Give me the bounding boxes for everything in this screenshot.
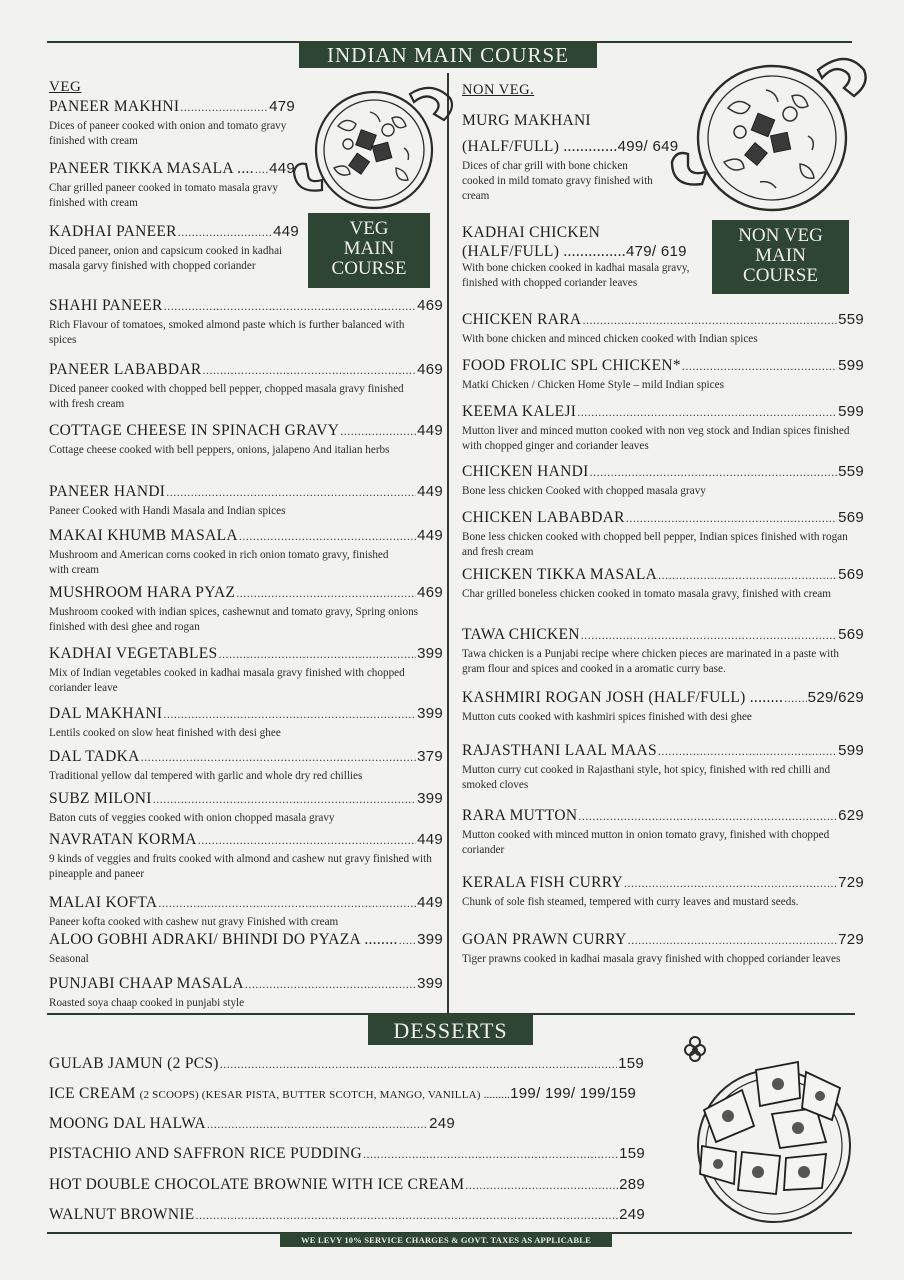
dot-leader — [784, 691, 807, 706]
item-name: GOAN PRAWN CURRY — [462, 931, 627, 948]
item-description: Seasonal — [49, 953, 89, 965]
veg-kadhai-illustration — [292, 72, 458, 218]
item-name: CHICKEN LABABDAR — [462, 509, 625, 526]
dot-leader — [658, 744, 837, 759]
item-description: Rich Flavour of tomatoes, smoked almond paste which is further balanced with spices — [49, 319, 405, 346]
veg-item-mushroom-hara-pyaz — [49, 584, 443, 635]
item-price: 449 — [269, 160, 295, 177]
item-price: 449 — [417, 483, 443, 500]
item-description: Diced paneer, onion and capsicum cooked in kadhai masala garvy finished with chopped coriander — [49, 245, 283, 272]
item-price: 449 — [417, 831, 443, 848]
item-description: 9 kinds of veggies and fruits cooked with almond and cashew nut gravy finished with pineapple and paneer — [49, 853, 432, 880]
item-price: 599 — [838, 403, 864, 420]
dessert-name: ICE CREAM — [49, 1085, 136, 1102]
item-name: PANEER HANDI — [49, 483, 166, 500]
veg-item-paneer-makhni — [49, 98, 295, 149]
dot-leader — [166, 485, 416, 500]
item-price: 729 — [838, 874, 864, 891]
item-name: RAJASTHANI LAAL MAAS — [462, 742, 657, 759]
dot-leader — [178, 225, 272, 240]
dessert-name: MOONG DAL HALWA — [49, 1115, 206, 1132]
nonveg-item-chicken-lababdar — [462, 509, 864, 560]
veg-item-navratan-korma — [49, 831, 443, 882]
dot-leader — [682, 359, 837, 374]
nonveg-badge-line-3: COURSE — [743, 265, 818, 286]
item-description: Roasted soya chaap cooked in punjabi style — [49, 997, 245, 1009]
dessert-price: 159 — [618, 1055, 644, 1072]
dot-leader — [163, 707, 416, 722]
item-description: With bone chicken and minced chicken cooked with Indian spices — [462, 333, 758, 345]
item-name: RARA MUTTON — [462, 807, 578, 824]
nonveg-item-kashmiri-rogan-josh-half-full — [462, 689, 864, 725]
dessert-price: 249 — [429, 1115, 455, 1132]
dessert-price: 289 — [619, 1176, 645, 1193]
item-description: Baton cuts of veggies cooked with onion chopped masala gravy — [49, 812, 335, 824]
veg-main-course-badge — [308, 213, 430, 288]
item-name: DAL MAKHANI — [49, 705, 163, 722]
veg-item-paneer-handi — [49, 483, 443, 519]
item-description: Char grilled boneless chicken cooked in tomato masala gravy, finished with cream — [462, 588, 831, 600]
dot-leader — [203, 363, 417, 378]
item-name: MALAI KOFTA — [49, 894, 158, 911]
item-description: Mix of Indian vegetables cooked in kadhai masala gravy finished with chopped coriander leave — [49, 667, 405, 694]
dot-leader — [220, 1057, 617, 1072]
item-price: 449 — [273, 223, 299, 240]
dessert-item-hot-double-chocolate-brownie-with-ice-cream — [49, 1176, 645, 1194]
item-price: 469 — [417, 297, 443, 314]
item-description: Tiger prawns cooked in kadhai masala gravy finished with chopped coriander leaves — [462, 953, 841, 965]
item-price: 479 — [269, 98, 295, 115]
veg-item-aloo-gobhi-adraki-bhindi-do-pyaza — [49, 931, 443, 967]
item-name: PANEER TIKKA MASALA .... — [49, 160, 254, 177]
item-price: 569 — [838, 509, 864, 526]
item-description: Diced paneer cooked with chopped bell pepper, chopped masala gravy finished with fresh cream — [49, 383, 404, 410]
veg-item-paneer-tikka-masala — [49, 160, 295, 211]
item-description: Chunk of sole fish steamed, tempered with curry leaves and mustard seeds. — [462, 896, 799, 908]
item-name: FOOD FROLIC SPL CHICKEN* — [462, 357, 681, 374]
item-name: COTTAGE CHEESE IN SPINACH GRAVY — [49, 422, 340, 439]
item-description: With bone chicken cooked in kadhai masala gravy, finished with chopped coriander leaves — [462, 262, 690, 289]
dessert-item-gulab-jamun-2-pcs — [49, 1055, 644, 1073]
item-description: Mutton liver and minced mutton cooked with non veg stock and Indian spices finished with chopped ginger and coriander leaves — [462, 425, 850, 452]
nonveg-item-chicken-handi — [462, 463, 864, 499]
dessert-item-ice-cream — [49, 1085, 689, 1103]
dot-leader — [180, 100, 268, 115]
veg-badge-line-2: MAIN — [343, 238, 395, 259]
item-price: 449 — [417, 527, 443, 544]
veg-item-malai-kofta — [49, 894, 443, 930]
item-name: SUBZ MILONI — [49, 790, 152, 807]
nonveg-main-course-badge — [712, 220, 849, 294]
item-price: 569 — [838, 626, 864, 643]
dessert-item-pistachio-and-saffron-rice-pudding — [49, 1145, 645, 1163]
item-description: Dices of char grill with bone chicken cooked in mild tomato gravy finished with cream — [462, 160, 653, 202]
veg-item-punjabi-chaap-masala — [49, 975, 443, 1011]
item-price: 729 — [838, 931, 864, 948]
dessert-item-moong-dal-halwa — [49, 1115, 455, 1133]
veg-item-subz-miloni — [49, 790, 443, 826]
item-description: Char grilled paneer cooked in tomato masala gravy finished with cream — [49, 182, 278, 209]
item-description: Bone less chicken Cooked with chopped masala gravy — [462, 485, 706, 497]
veg-item-dal-makhani — [49, 705, 443, 741]
item-description: Lentils cooked on slow heat finished with desi ghee — [49, 727, 281, 739]
item-name: KADHAI CHICKEN — [462, 224, 601, 241]
tax-note: WE LEVY 10% SERVICE CHARGES & GOVT. TAXES AS APPLICABLE — [280, 1233, 612, 1247]
item-price: 449 — [417, 422, 443, 439]
veg-section-label: VEG — [49, 79, 82, 95]
item-price: 629 — [838, 807, 864, 824]
item-description: Mushroom cooked with indian spices, cashewnut and tomato gravy, Spring onions finished with desi ghee and rogan — [49, 606, 419, 633]
dot-leader — [624, 876, 837, 891]
dot-leader — [582, 313, 837, 328]
item-price: 599 — [838, 357, 864, 374]
nonveg-item-tawa-chicken — [462, 626, 864, 677]
item-name-sub: (HALF/FULL) ............... — [462, 243, 626, 260]
item-price: 399 — [417, 705, 443, 722]
item-price: 399 — [417, 931, 443, 948]
item-name: KERALA FISH CURRY — [462, 874, 623, 891]
main-course-title: INDIAN MAIN COURSE — [299, 41, 597, 68]
item-price: 499/ 649 — [617, 138, 679, 155]
nonveg-item-chicken-tikka-masala — [462, 566, 864, 602]
item-description: Mushroom and American corns cooked in rich onion tomato gravy, finished with cream — [49, 549, 389, 576]
item-name: MUSHROOM HARA PYAZ — [49, 584, 236, 601]
veg-item-paneer-lababdar — [49, 361, 443, 412]
nonveg-section-label: NON VEG. — [462, 82, 535, 98]
item-name: ALOO GOBHI ADRAKI/ BHINDI DO PYAZA ........ — [49, 931, 398, 948]
item-description: Dices of paneer cooked with onion and tomato gravy finished with cream — [49, 120, 287, 147]
item-price: 399 — [417, 975, 443, 992]
nonveg-item-rajasthani-laal-maas — [462, 742, 864, 793]
dot-leader — [196, 1208, 619, 1223]
item-description: Tawa chicken is a Punjabi recipe where chicken pieces are marinated in a paste with gram flour and spices and cooked in a aromatic curry base. — [462, 648, 839, 675]
dot-leader — [255, 162, 268, 177]
item-price: 379 — [417, 748, 443, 765]
dot-leader — [141, 750, 416, 765]
dot-leader — [581, 628, 837, 643]
dot-leader — [245, 977, 416, 992]
item-name: MAKAI KHUMB MASALA — [49, 527, 238, 544]
item-name: CHICKEN HANDI — [462, 463, 589, 480]
item-name: NAVRATAN KORMA — [49, 831, 197, 848]
nonveg-item-rara-mutton — [462, 807, 864, 858]
item-name: DAL TADKA — [49, 748, 140, 765]
dot-leader — [198, 833, 416, 848]
item-description: Mutton curry cut cooked in Rajasthani style, hot spicy, finished with red chilli and smoked cloves — [462, 764, 831, 791]
dessert-item-walnut-brownie — [49, 1206, 645, 1224]
item-name: PANEER MAKHNI — [49, 98, 180, 115]
dot-leader — [577, 405, 837, 420]
nonveg-item-goan-prawn-curry — [462, 931, 864, 967]
dot-leader — [218, 647, 416, 662]
dessert-name: PISTACHIO AND SAFFRON RICE PUDDING — [49, 1145, 362, 1162]
dessert-name: WALNUT BROWNIE — [49, 1206, 195, 1223]
dessert-price: 159 — [619, 1145, 645, 1162]
item-description: Bone less chicken cooked with chopped bell pepper, Indian spices finished with rogan and fresh cream — [462, 531, 848, 558]
dot-leader — [153, 792, 416, 807]
veg-item-dal-tadka — [49, 748, 443, 784]
dessert-name: GULAB JAMUN (2 PCS) — [49, 1055, 219, 1072]
dot-leader — [340, 424, 416, 439]
item-description: Matki Chicken / Chicken Home Style – mild Indian spices — [462, 379, 724, 391]
dot-leader — [239, 529, 416, 544]
item-name: KASHMIRI ROGAN JOSH (HALF/FULL) ........ — [462, 689, 784, 706]
dot-leader — [363, 1147, 618, 1162]
nonveg-item-chicken-rara — [462, 311, 864, 347]
item-description: Traditional yellow dal tempered with garlic and whole dry red chillies — [49, 770, 363, 782]
item-name-sub: (HALF/FULL) ............. — [462, 138, 618, 155]
dot-leader — [465, 1178, 618, 1193]
veg-item-shahi-paneer — [49, 297, 443, 348]
nonveg-badge-line-1: NON VEG — [738, 225, 823, 246]
dot-leader — [578, 809, 837, 824]
desserts-title: DESSERTS — [368, 1014, 533, 1045]
item-description: Cottage cheese cooked with bell peppers, onions, jalapeno And italian herbs — [49, 444, 390, 456]
item-description: Mutton cooked with minced mutton in onion tomato gravy, finished with chopped coriander — [462, 829, 830, 856]
item-price: 569 — [838, 566, 864, 583]
nonveg-item-kadhai-chicken — [462, 224, 712, 291]
item-name: PUNJABI CHAAP MASALA — [49, 975, 244, 992]
item-name: PANEER LABABDAR — [49, 361, 202, 378]
nonveg-badge-line-2: MAIN — [755, 245, 806, 266]
nonveg-item-murg-makhani — [462, 112, 702, 204]
veg-item-kadhai-paneer — [49, 223, 299, 274]
dot-leader — [628, 933, 837, 948]
item-price: 599 — [838, 742, 864, 759]
dessert-plate-illustration — [676, 1034, 862, 1224]
dot-leader — [626, 511, 837, 526]
dot-leader — [236, 586, 416, 601]
dessert-name: HOT DOUBLE CHOCOLATE BROWNIE WITH ICE CREAM — [49, 1176, 465, 1193]
item-price: 399 — [417, 645, 443, 662]
item-price: 469 — [417, 361, 443, 378]
item-price: 479/ 619 — [625, 243, 687, 260]
item-name: KADHAI PANEER — [49, 223, 177, 240]
veg-item-kadhai-vegetables — [49, 645, 443, 696]
item-name: CHICKEN RARA — [462, 311, 582, 328]
nonveg-item-kerala-fish-curry — [462, 874, 864, 910]
item-name: KADHAI VEGETABLES — [49, 645, 218, 662]
item-description: Paneer Cooked with Handi Masala and Indian spices — [49, 505, 286, 517]
dot-leader — [590, 465, 837, 480]
item-price: 559 — [838, 463, 864, 480]
item-name: SHAHI PANEER — [49, 297, 163, 314]
item-price: 469 — [417, 584, 443, 601]
nonveg-item-keema-kaleji — [462, 403, 864, 454]
nonveg-item-food-frolic-spl-chicken — [462, 357, 864, 393]
item-description: Paneer kofta cooked with cashew nut gravy Finished with cream — [49, 916, 339, 928]
dot-leader — [207, 1117, 428, 1132]
item-name: KEEMA KALEJI — [462, 403, 577, 420]
item-description: Mutton cuts cooked with kashmiri spices finished with desi ghee — [462, 711, 752, 723]
dessert-price: 199/ 199/ 199/159 — [510, 1085, 637, 1102]
item-name: CHICKEN TIKKA MASALA — [462, 566, 658, 583]
item-price: 399 — [417, 790, 443, 807]
dessert-price: 249 — [619, 1206, 645, 1223]
dessert-name-detail: (2 SCOOPS) (KESAR PISTA, BUTTER SCOTCH, MANGO, VANILLA) ......... — [139, 1089, 511, 1101]
veg-badge-line-1: VEG — [349, 218, 389, 239]
item-price: 529/629 — [807, 689, 864, 706]
veg-item-cottage-cheese-in-spinach-gravy — [49, 422, 443, 458]
veg-badge-line-3: COURSE — [331, 258, 407, 279]
dot-leader — [658, 568, 837, 583]
item-name: MURG MAKHANI — [462, 112, 591, 129]
item-price: 559 — [838, 311, 864, 328]
veg-item-makai-khumb-masala — [49, 527, 443, 578]
dot-leader — [164, 299, 416, 314]
dot-leader — [399, 933, 416, 948]
dot-leader — [158, 896, 416, 911]
item-name: TAWA CHICKEN — [462, 626, 580, 643]
item-price: 449 — [417, 894, 443, 911]
